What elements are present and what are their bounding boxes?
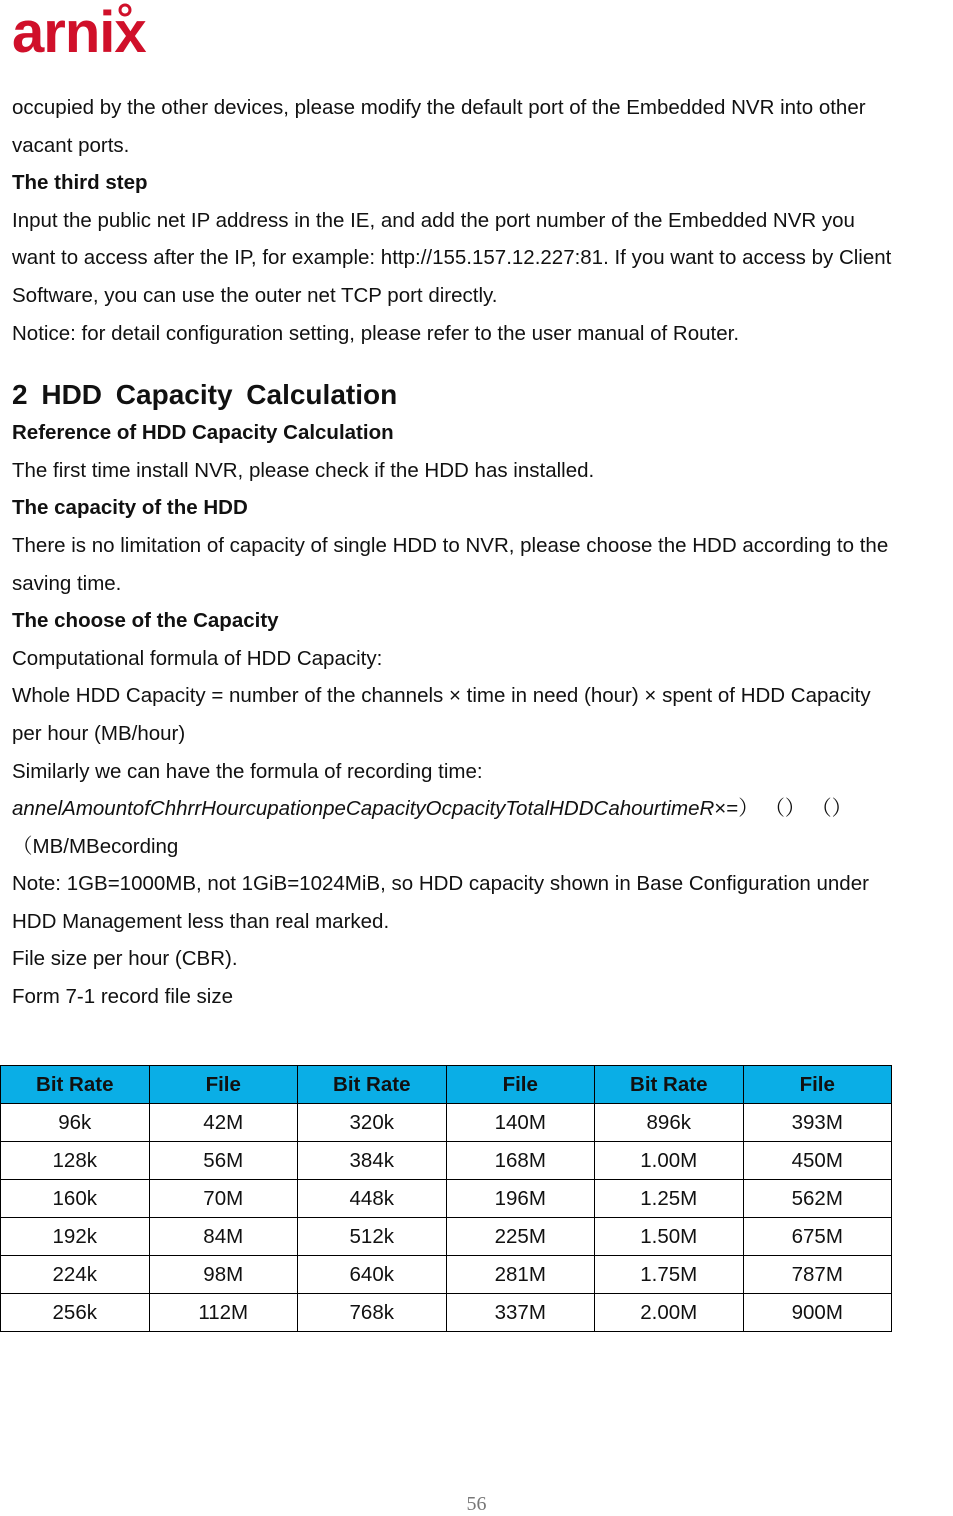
paragraph-line: Notice: for detail configuration setting, please refer to the user manual of Router. <box>12 321 740 345</box>
table-cell: 1.75M <box>595 1256 744 1294</box>
paragraph-line: File size per hour (CBR). <box>12 947 238 971</box>
table-cell: 225M <box>446 1218 595 1256</box>
paragraph-line: Software, you can use the outer net TCP port directly. <box>12 283 498 307</box>
third-step-heading: The third step <box>12 171 148 195</box>
table-row <box>1 1256 892 1294</box>
garbled-formula-tail: ×=） （） （） <box>714 797 853 821</box>
paragraph-line: Note: 1GB=1000MB, not 1GiB=1024MiB, so HDD capacity shown in Base Configuration under <box>12 872 869 896</box>
table-header-cell: File <box>743 1066 892 1104</box>
paragraph-line: vacant ports. <box>12 133 130 157</box>
table-cell: 168M <box>446 1142 595 1180</box>
table-cell: 512k <box>298 1218 447 1256</box>
table-cell: 787M <box>743 1256 892 1294</box>
table-cell: 160k <box>1 1180 150 1218</box>
table-header-cell: Bit Rate <box>595 1066 744 1104</box>
paragraph-line: Computational formula of HDD Capacity: <box>12 646 383 670</box>
ref-heading: Reference of HDD Capacity Calculation <box>12 421 394 445</box>
choose-heading: The choose of the Capacity <box>12 609 279 633</box>
table-cell: 900M <box>743 1294 892 1332</box>
table-cell: 448k <box>298 1180 447 1218</box>
table-cell: 192k <box>1 1218 150 1256</box>
table-header-cell: Bit Rate <box>1 1066 150 1104</box>
table-cell: 112M <box>149 1294 298 1332</box>
table-cell: 1.25M <box>595 1180 744 1218</box>
table-cell: 256k <box>1 1294 150 1332</box>
table-row <box>1 1218 892 1256</box>
paragraph-line: There is no limitation of capacity of single HDD to NVR, please choose the HDD according to the <box>12 533 889 557</box>
table-cell: 337M <box>446 1294 595 1332</box>
paragraph-line: HDD Management less than real marked. <box>12 909 390 933</box>
form-caption: Form 7-1 record file size <box>12 985 234 1009</box>
section-title: 2 HDD Capacity Calculation <box>12 379 398 411</box>
table-cell: 640k <box>298 1256 447 1294</box>
table-cell: 84M <box>149 1218 298 1256</box>
table-cell: 320k <box>298 1104 447 1142</box>
arnix-logo <box>12 2 187 64</box>
table-cell: 96k <box>1 1104 150 1142</box>
table-cell: 562M <box>743 1180 892 1218</box>
paragraph-line: Similarly we can have the formula of recording time: <box>12 759 483 783</box>
table-cell: 128k <box>1 1142 150 1180</box>
capacity-heading: The capacity of the HDD <box>12 496 248 520</box>
table-cell: 768k <box>298 1294 447 1332</box>
table-cell: 2.00M <box>595 1294 744 1332</box>
table-cell: 450M <box>743 1142 892 1180</box>
paragraph-line: occupied by the other devices, please modify the default port of the Embedded NVR into other <box>12 96 866 119</box>
table-cell: 384k <box>298 1142 447 1180</box>
page-content <box>12 89 952 1016</box>
table-cell: 1.00M <box>595 1142 744 1180</box>
table-cell: 896k <box>595 1104 744 1142</box>
table-cell: 56M <box>149 1142 298 1180</box>
table-cell: 224k <box>1 1256 150 1294</box>
table-header-cell: Bit Rate <box>298 1066 447 1104</box>
table-cell: 70M <box>149 1180 298 1218</box>
table-cell: 98M <box>149 1256 298 1294</box>
logo-text: arnix <box>12 2 146 64</box>
paragraph-line: per hour (MB/hour) <box>12 721 186 745</box>
table-row <box>1 1104 892 1142</box>
table-header-cell: File <box>446 1066 595 1104</box>
garbled-formula-line2: （MB/MBecording <box>12 834 179 858</box>
table-cell: 281M <box>446 1256 595 1294</box>
paragraph-line: The first time install NVR, please check if the HDD has installed. <box>12 458 595 482</box>
table-cell: 675M <box>743 1218 892 1256</box>
page-number: 56 <box>466 1493 487 1515</box>
table-cell: 1.50M <box>595 1218 744 1256</box>
garbled-formula <box>12 790 952 828</box>
garbled-formula-main: annelAmountofChhrrHourcupationpeCapacityOcpacityTotalHDDCahourtimeR <box>12 797 715 821</box>
table-header-cell: File <box>149 1066 298 1104</box>
paragraph-line: saving time. <box>12 571 122 595</box>
table-cell: 140M <box>446 1104 595 1142</box>
table-cell: 42M <box>149 1104 298 1142</box>
paragraph-line: want to access after the IP, for example: http://155.157.12.227:81. If you want to access by Client <box>12 246 892 270</box>
paragraph-line: Whole HDD Capacity = number of the channels × time in need (hour) × spent of HDD Capacity <box>12 684 871 708</box>
table-row <box>1 1294 892 1332</box>
table-cell: 196M <box>446 1180 595 1218</box>
table-header-row <box>1 1066 892 1104</box>
table-cell: 393M <box>743 1104 892 1142</box>
table-row <box>1 1180 892 1218</box>
record-file-size-table <box>0 1065 892 1332</box>
table-row <box>1 1142 892 1180</box>
paragraph-line: Input the public net IP address in the IE, and add the port number of the Embedded NVR you <box>12 208 855 232</box>
